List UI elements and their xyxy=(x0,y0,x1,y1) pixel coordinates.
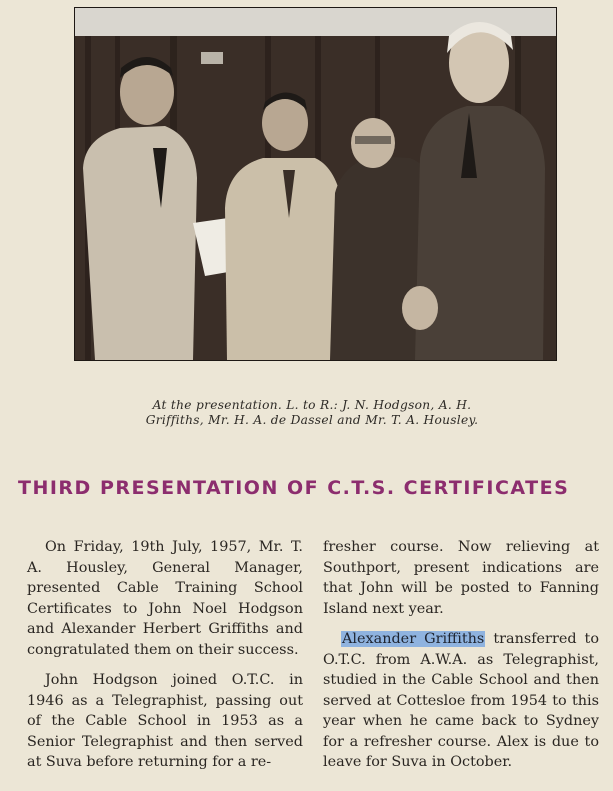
caption-line-1: At the presentation. L. to R.: J. N. Hodgson, A. H. xyxy=(152,398,472,412)
article-paragraph-2-continued: fresher course. Now relieving at Southport, present indications are that John will be posted to Fanning Island next year. xyxy=(323,539,599,617)
left-column xyxy=(27,537,303,783)
article-paragraph-3-body: transferred to O.T.C. from A.W.A. as Telegraphist, studied in the Cable School and then served at Cottesloe from 1954 to this year when he came back to Sydney for a refresher course. Alex is due to leave for Suva in October. xyxy=(323,631,599,770)
presentation-photograph xyxy=(75,8,556,360)
article-headline: THIRD PRESENTATION OF C.T.S. CERTIFICATES xyxy=(18,477,570,499)
article-paragraph-2: John Hodgson joined O.T.C. in 1946 as a Telegraphist, passing out of the Cable School in 1953 as a Senior Telegraphist and then served at Suva before returning for a re- xyxy=(27,672,303,770)
photo-illustration xyxy=(75,8,556,360)
right-column xyxy=(323,537,599,783)
article-paragraph-3 xyxy=(323,629,599,773)
photo-caption xyxy=(92,398,532,428)
caption-line-2: Griffiths, Mr. H. A. de Dassel and Mr. T. A. Housley. xyxy=(145,413,479,427)
article-paragraph-1: On Friday, 19th July, 1957, Mr. T. A. Housley, General Manager, presented Cable Training School Certificates to John Noel Hodgson and Alexander Herbert Griffiths and congratulated them on their success. xyxy=(27,539,303,658)
highlighted-text-selection[interactable]: Alexander Griffiths xyxy=(342,631,485,647)
